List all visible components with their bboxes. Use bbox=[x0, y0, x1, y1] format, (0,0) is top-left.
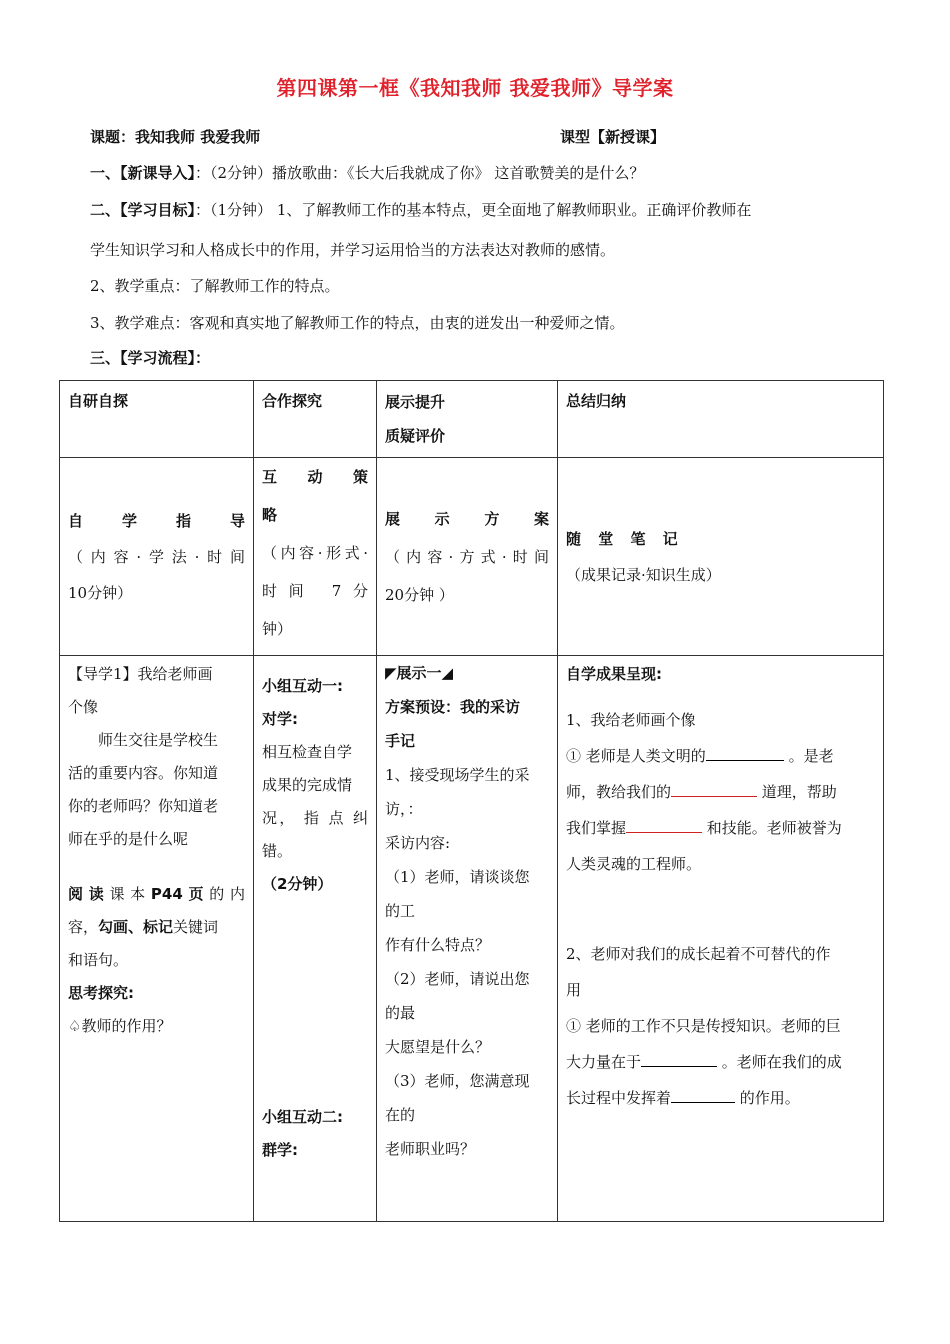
cooperation-content bbox=[254, 656, 377, 1222]
header-show-line1: 展示提升 bbox=[385, 393, 446, 411]
process-heading: 三、【学习流程】： bbox=[90, 349, 211, 367]
guide-1-line-a: 【导学1】我给老师画 bbox=[68, 665, 213, 683]
show-one-heading: ◤展示一◢ bbox=[385, 664, 454, 682]
goals-line bbox=[90, 199, 751, 220]
interaction-cell bbox=[254, 458, 377, 656]
think-heading: 思考探究: bbox=[68, 984, 134, 1002]
table-subheader-row bbox=[60, 458, 884, 656]
show-plan-title: 展 示 方 案 bbox=[385, 509, 549, 528]
question-1b: 的工 bbox=[385, 902, 416, 920]
summary-1-a-rest: 。是老 bbox=[788, 747, 834, 765]
interaction-sub-b: 时间 7分 bbox=[262, 582, 368, 600]
self-guide-sub: （内容·学法·时间 bbox=[68, 547, 245, 566]
summary-1-c bbox=[566, 810, 875, 846]
fill-blank[interactable] bbox=[671, 778, 757, 797]
interaction-sub-c: 钟） bbox=[262, 620, 293, 638]
summary-2-b: 用 bbox=[566, 981, 582, 999]
goals-line2: 学生知识学习和人格成长中的作用，并学习运用恰当的方法表达对教师的感情。 bbox=[90, 241, 616, 259]
summary-content bbox=[558, 656, 884, 1222]
group-1-c: 况， 指 点 纠 bbox=[262, 809, 368, 827]
self-guide-time: 10分钟） bbox=[68, 583, 133, 602]
read-line-2 bbox=[68, 911, 245, 944]
guide-para-d: 师在乎的是什么呢 bbox=[68, 830, 189, 848]
show-plan-sub: （内容·方式·时间 bbox=[385, 547, 549, 566]
notes-sub: （成果记录·知识生成） bbox=[566, 565, 721, 584]
read2-c: 关键词 bbox=[173, 918, 219, 936]
summary-2-e-rest: 的作用。 bbox=[739, 1089, 800, 1107]
group-1-type: 对学: bbox=[262, 710, 298, 728]
header-show bbox=[377, 381, 558, 458]
read-verb: 阅读 bbox=[68, 885, 110, 903]
question-2b: 的最 bbox=[385, 1004, 416, 1022]
group-1-a: 相互检查自学 bbox=[262, 743, 353, 761]
guide-para-b: 活的重要内容。你知道 bbox=[68, 764, 219, 782]
summary-2-d-text: 大力量在于 bbox=[566, 1053, 642, 1071]
question-3c: 老师职业吗？ bbox=[385, 1140, 476, 1158]
summary-1-b bbox=[566, 774, 875, 810]
plan-line-a: 方案预设：我的采访 bbox=[385, 698, 521, 716]
summary-1-d: 人类灵魂的工程师。 bbox=[566, 855, 702, 873]
interview-content: 采访内容: bbox=[385, 834, 451, 852]
group-1-title: 小组互动一: bbox=[262, 677, 343, 695]
group-1-d: 错。 bbox=[262, 842, 293, 860]
fill-blank[interactable] bbox=[626, 814, 702, 833]
group-2-type: 群学: bbox=[262, 1141, 298, 1159]
summary-2-c: ① 老师的工作不只是传授知识。老师的巨 bbox=[566, 1017, 841, 1035]
learning-flow-table bbox=[59, 380, 884, 1222]
page-title: 第四课第一框《我知我师 我爱我师》导学案 bbox=[276, 76, 674, 100]
interaction-title-b: 略 bbox=[262, 506, 278, 524]
self-guide-title: 自 学 指 导 bbox=[68, 511, 245, 530]
guide-para-a: 师生交往是学校生 bbox=[98, 731, 219, 749]
read-page: P44页 bbox=[150, 885, 210, 903]
read-textbook: 课本 bbox=[109, 885, 151, 903]
goals-line1: ：（1分钟） 1、了解教师工作的基本特点，更全面地了解教师职业。正确评价教师在 bbox=[195, 201, 752, 219]
fill-blank[interactable] bbox=[671, 1084, 735, 1103]
fill-blank[interactable] bbox=[641, 1048, 717, 1067]
summary-1-b-rest: 道理，帮助 bbox=[761, 783, 837, 801]
read2-b: 勾画、标记 bbox=[98, 918, 174, 936]
intro-heading: 一、【新课导入】 bbox=[90, 164, 196, 182]
read-line-1 bbox=[68, 878, 245, 911]
question-2a: （2）老师，请说出您 bbox=[385, 970, 530, 988]
intro-text: ：（2分钟）播放歌曲：《长大后我就成了你》 这首歌赞美的是什么？ bbox=[195, 164, 645, 182]
show-plan-time: 20分钟 ） bbox=[385, 585, 454, 604]
read2-a: 容， bbox=[68, 918, 99, 936]
interaction-sub-a: （内容·形式· bbox=[262, 544, 368, 562]
fill-blank[interactable] bbox=[706, 742, 784, 761]
notes-cell bbox=[558, 458, 884, 656]
summary-2-d-rest: 。老师在我们的成 bbox=[721, 1053, 842, 1071]
header-self-study: 自研自探 bbox=[60, 381, 254, 458]
question-1a: （1）老师，请谈谈您 bbox=[385, 868, 530, 886]
table-header-row bbox=[60, 381, 884, 458]
summary-2-a: 2、老师对我们的成长起着不可替代的作 bbox=[566, 945, 831, 963]
lesson-type: 课型【新授课】 bbox=[560, 128, 666, 146]
summary-2-e-text: 长过程中发挥着 bbox=[566, 1089, 672, 1107]
question-3a: （3）老师，您满意现 bbox=[385, 1072, 530, 1090]
show-content bbox=[377, 656, 558, 1222]
interview-b: 访，： bbox=[385, 800, 423, 818]
think-question: ♤教师的作用？ bbox=[68, 1017, 172, 1035]
summary-1-a-text: ① 老师是人类文明的 bbox=[566, 747, 706, 765]
question-2c: 大愿望是什么？ bbox=[385, 1038, 491, 1056]
read-rest: 的内 bbox=[209, 885, 245, 903]
summary-1-a bbox=[566, 738, 875, 774]
interview-a: 1、接受现场学生的采 bbox=[385, 766, 530, 784]
header-show-line2: 质疑评价 bbox=[385, 427, 446, 445]
self-study-content bbox=[60, 656, 254, 1222]
group-2-title: 小组互动二: bbox=[262, 1108, 343, 1126]
summary-2-e bbox=[566, 1080, 875, 1116]
table-content-row bbox=[60, 656, 884, 1222]
key-point: 2、教学重点：了解教师工作的特点。 bbox=[90, 277, 340, 295]
question-1c: 作有什么特点？ bbox=[385, 936, 491, 954]
summary-1-title: 1、我给老师画个像 bbox=[566, 711, 696, 729]
guide-para-c: 你的老师吗？你知道老 bbox=[68, 797, 219, 815]
summary-1-c-text: 我们掌握 bbox=[566, 819, 627, 837]
results-heading: 自学成果呈现: bbox=[566, 665, 662, 683]
question-3b: 在的 bbox=[385, 1106, 416, 1124]
summary-1-c-rest: 和技能。老师被誉为 bbox=[706, 819, 842, 837]
group-1-b: 成果的完成情 bbox=[262, 776, 353, 794]
summary-1-b-text: 师，教给我们的 bbox=[566, 783, 672, 801]
show-plan-cell bbox=[377, 458, 558, 656]
guide-1-line-b: 个像 bbox=[68, 698, 99, 716]
header-summary: 总结归纳 bbox=[558, 381, 884, 458]
intro-line bbox=[90, 162, 644, 183]
topic-label: 课题：我知我师 我爱我师 bbox=[90, 128, 261, 146]
notes-title: 随 堂 笔 记 bbox=[566, 529, 684, 548]
header-cooperation: 合作探究 bbox=[254, 381, 377, 458]
read-line-3: 和语句。 bbox=[68, 951, 129, 969]
summary-2-d bbox=[566, 1044, 875, 1080]
self-guide-cell bbox=[60, 458, 254, 656]
interaction-title-a: 互 动 策 bbox=[262, 468, 368, 486]
plan-line-b: 手记 bbox=[385, 732, 416, 750]
group-1-time: （2分钟） bbox=[262, 875, 333, 893]
goals-heading: 二、【学习目标】 bbox=[90, 201, 196, 219]
difficulty-point: 3、教学难点：客观和真实地了解教师工作的特点，由衷的迸发出一种爱师之情。 bbox=[90, 314, 625, 332]
